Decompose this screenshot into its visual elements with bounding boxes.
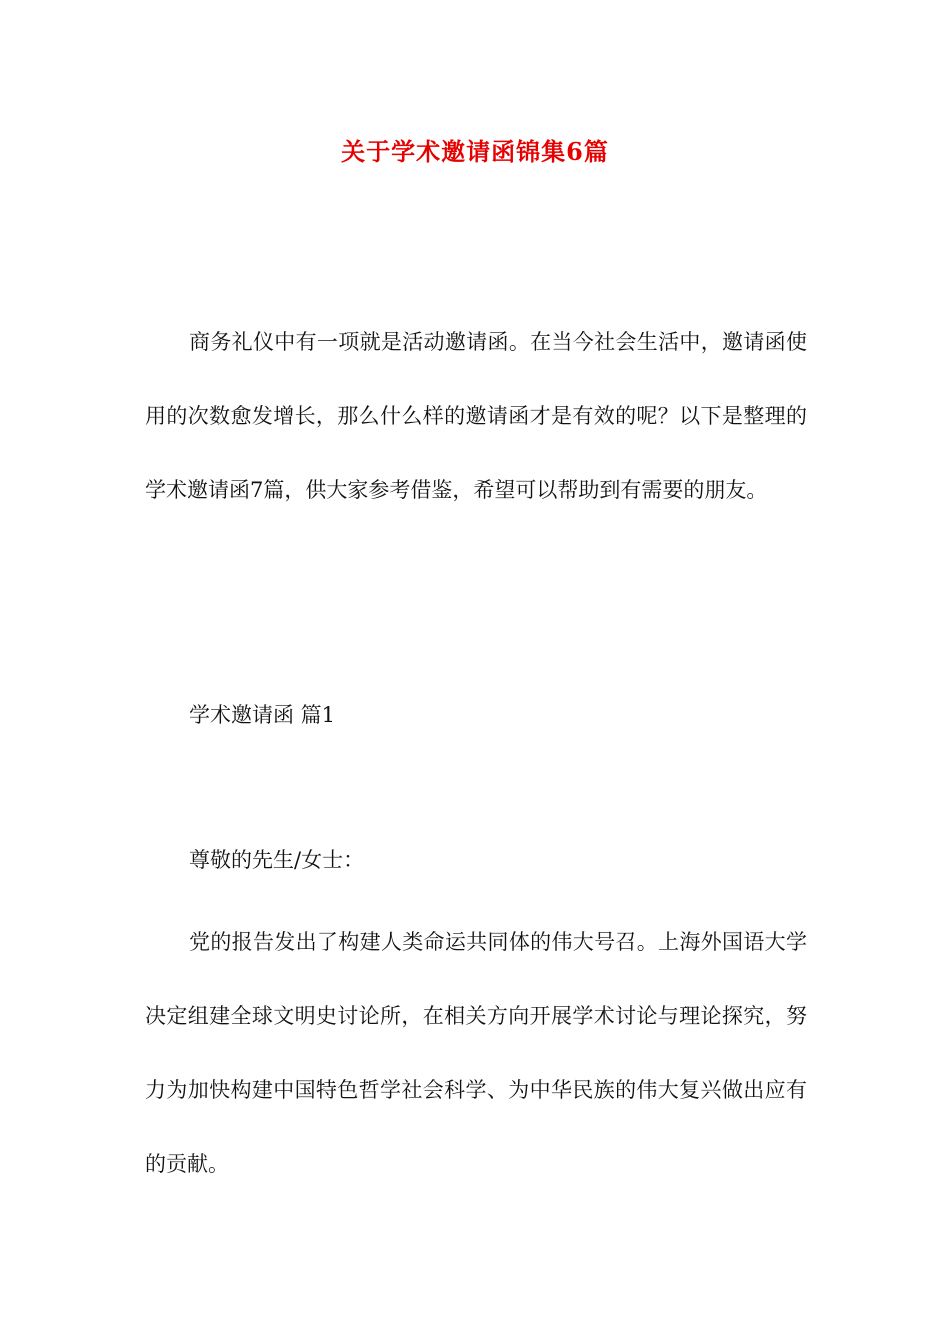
intro-paragraph: 商务礼仪中有一项就是活动邀请函。在当今社会生活中，邀请函使用的次数愈发增长，那么什么样的邀请函才是有效的呢？以下是整理的学术邀请函7篇，供大家参考借鉴，希望可以帮助到有需要的朋友。 (145, 330, 807, 502)
section-heading: 学术邀请函 篇1 (189, 703, 336, 727)
body-paragraph: 党的报告发出了构建人类命运共同体的伟大号召。上海外国语大学决定组建全球文明史讨论所，在相关方向开展学术讨论与理论探究，努力为加快构建中国特色哲学社会科学、为中华民族的伟大复兴做出应有的贡献。 (145, 930, 807, 1176)
salutation: 尊敬的先生/女士： (189, 848, 365, 872)
document-title: 关于学术邀请函锦集6篇 (341, 137, 609, 166)
